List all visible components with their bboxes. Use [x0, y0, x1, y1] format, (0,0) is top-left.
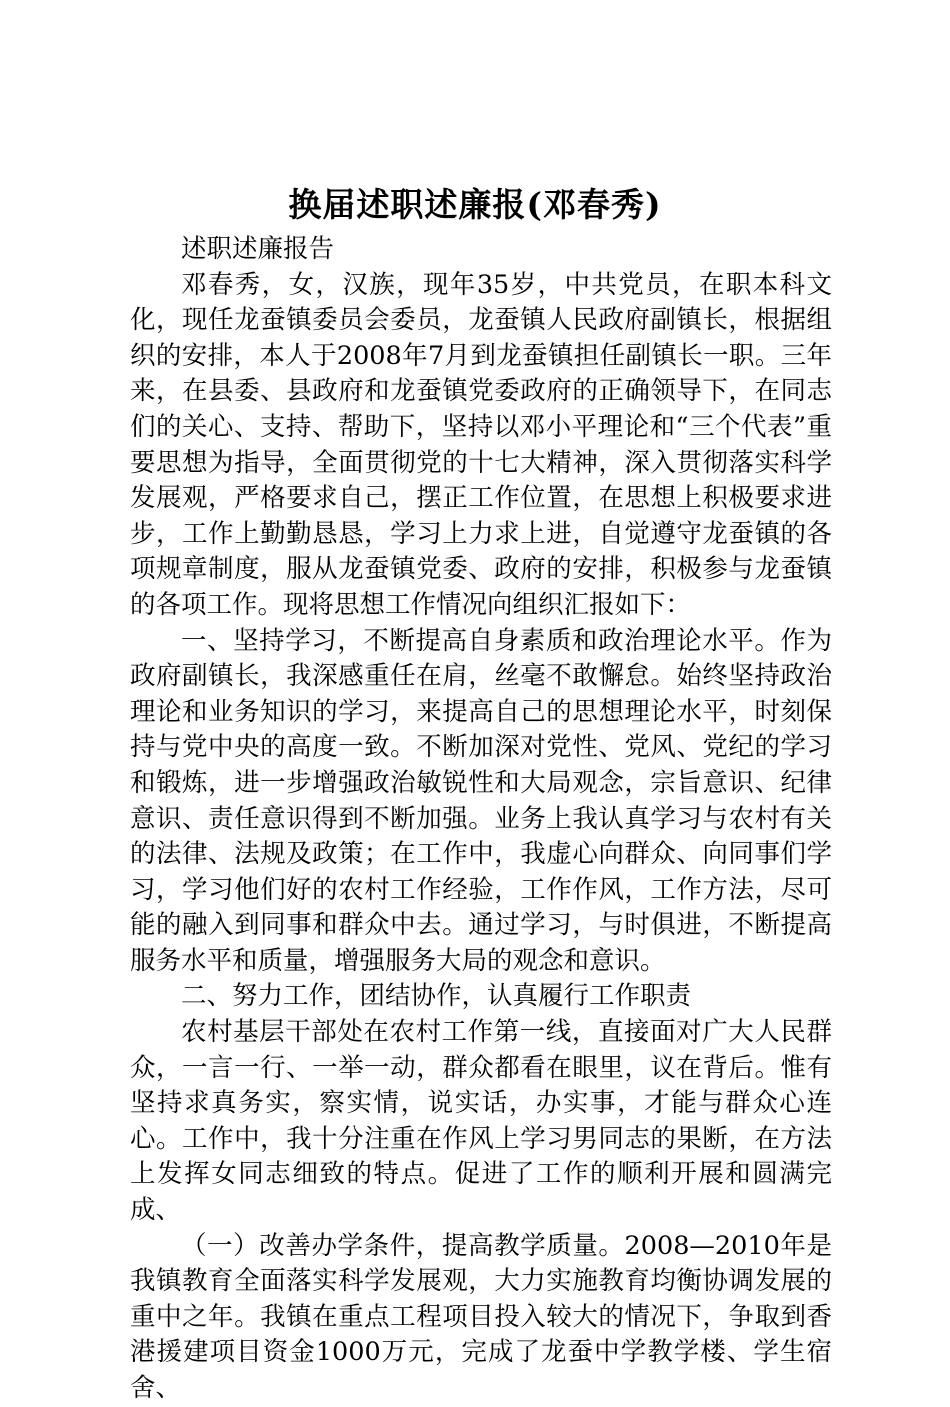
paragraph-section-2-body: 农村基层干部处在农村工作第一线，直接面对广大人民群众，一言一行、一举一动，群众都看在眼里，议在背后。惟有坚持求真务实，察实情，说实话，办实事，才能与群众心连心。工作中，我十分注重在作风上学习男同志的果断，在方法上发挥女同志细致的特点。促进了工作的顺利开展和圆满完成、 — [130, 1017, 832, 1226]
paragraph-section-2-heading: 二、努力工作，团结协作，认真履行工作职责 — [181, 981, 692, 1012]
paragraph-subsection-1: （一）改善办学条件，提高教学质量。2008—2010年是我镇教育全面落实科学发展观，大力实施教育均衡协调发展的重中之年。我镇在重点工程项目投入较大的情况下，争取到香港援建项目资金1000万元，完成了龙蚕中学教学楼、学生宿舍、 — [130, 1230, 832, 1403]
paragraph-section-1: 一、坚持学习，不断提高自身素质和政治理论水平。作为政府副镇长，我深感重任在肩，丝毫不敢懈怠。始终坚持政治理论和业务知识的学习，来提高自己的思想理论水平，时刻保持与党中央的高度一致。不断加深对党性、党风、党纪的学习和锻炼，进一步增强政治敏锐性和大局观念，宗旨意识、纪律意识、责任意识得到不断加强。业务上我认真学习与农村有关的法律、法规及政策；在工作中，我虚心向群众、向同事们学习，学习他们好的农村工作经验，工作作风，工作方法，尽可能的融入到同事和群众中去。通过学习，与时俱进，不断提高服务水平和质量，增强服务大局的观念和意识。 — [130, 625, 832, 976]
document-body — [130, 232, 832, 1407]
document-title: 换届述职述廉报(邓春秀) — [288, 185, 662, 224]
paragraph-intro: 邓春秀，女，汉族，现年35岁，中共党员，在职本科文化，现任龙蚕镇委员会委员，龙蚕镇人民政府副镇长，根据组织的安排，本人于2008年7月到龙蚕镇担任副镇长一职。三年来，在县委、县政府和龙蚕镇党委政府的正确领导下，在同志们的关心、支持、帮助下，坚持以邓小平理论和“三个代表”重要思想为指导，全面贯彻党的十七大精神，深入贯彻落实科学发展观，严格要求自己，摆正工作位置，在思想上积极要求进步，工作上勤勤恳恳，学习上力求上进，自觉遵守龙蚕镇的各项规章制度，服从龙蚕镇党委、政府的安排，积极参与龙蚕镇的各项工作。现将思想工作情况向组织汇报如下： — [130, 269, 832, 620]
paragraph-subtitle: 述职述廉报告 — [181, 234, 335, 264]
